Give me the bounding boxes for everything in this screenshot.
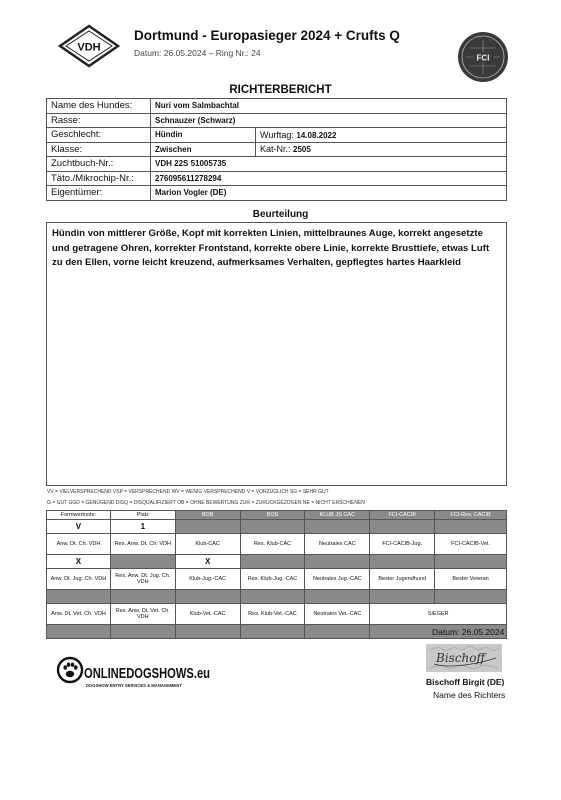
grid-cell-empty xyxy=(305,520,370,534)
grid-cell: Anw. Dt. Vet. Ch. VDH xyxy=(47,604,111,625)
ods-tagline: DOGSHOW ENTRY SERVICES & MANAGEMENT xyxy=(86,683,182,688)
birth-cell xyxy=(256,128,507,143)
birth-label: Wurftag: xyxy=(260,129,294,140)
header-bob: BOB xyxy=(175,511,240,520)
legend-line-1: VV = VIELVERSPRECHEND VSP = VERSPRECHEND WV = WENIG VERSPRECHEND V = VORZÜGLICH SG = SEHR GUT xyxy=(47,489,329,495)
grid-cell-empty xyxy=(305,590,370,604)
event-title: Dortmund - Europasieger 2024 + Crufts Q xyxy=(134,28,400,43)
judge-label: Name des Richters xyxy=(433,690,506,700)
grid-cell: Res. Anw. Dt. Jug. Ch. VDH xyxy=(110,569,175,590)
table-row xyxy=(47,186,507,201)
formwert-value: V xyxy=(47,520,111,534)
grid-mark: X xyxy=(175,555,240,569)
award-grid xyxy=(46,510,507,639)
breed-label: Rasse: xyxy=(47,113,151,128)
signature-text: Bischoff xyxy=(436,651,485,665)
grid-cell-empty xyxy=(370,555,435,569)
header-formwert: Formwertnote: xyxy=(47,511,111,520)
grid-cell: Anw. Dt. Ch. VDH xyxy=(47,534,111,555)
class-label: Klasse: xyxy=(47,142,151,157)
birth-date: 14.08.2022 xyxy=(296,130,337,140)
grid-mark: X xyxy=(47,555,111,569)
grid-cell-empty xyxy=(47,590,111,604)
vdh-logo xyxy=(58,24,120,68)
platz-value: 1 xyxy=(110,520,175,534)
cat-cell xyxy=(256,142,507,157)
table-row xyxy=(47,520,507,534)
grid-cell-empty xyxy=(175,590,240,604)
signature-stamp xyxy=(426,644,502,672)
grid-cell-empty xyxy=(240,520,305,534)
dog-name: Nuri vom Salmbachtal xyxy=(151,99,507,114)
owner-label: Eigentümer: xyxy=(47,186,151,201)
grid-cell-empty xyxy=(110,590,175,604)
table-row xyxy=(47,128,507,143)
table-row xyxy=(47,171,507,186)
table-row xyxy=(47,99,507,114)
grid-cell: FCI-CACIB-Vet. xyxy=(435,534,507,555)
header-klub-js-cac: KLUB JS CAC xyxy=(305,511,370,520)
table-row xyxy=(47,157,507,172)
legend-line-2: G = GUT GGD = GENÜGEND DISQ = DISQUALIFIZIERT OB = OHNE BEWERTUNG ZUR = ZURÜCKGEZOGEN NE = NICHT ERSCHIENEN xyxy=(47,500,365,506)
vdh-logo-text: VDH xyxy=(77,41,101,54)
ods-logo-text: ONLINEDOGSHOWS.eu xyxy=(84,666,210,682)
cat-number: 2505 xyxy=(293,145,311,155)
table-row xyxy=(47,590,507,604)
name-label: Name des Hundes: xyxy=(47,99,151,114)
grid-cell-empty xyxy=(305,625,370,639)
grid-cell-empty xyxy=(110,555,175,569)
grid-cell: Klub-Vet.-CAC xyxy=(175,604,240,625)
grid-cell: Klub-CAC xyxy=(175,534,240,555)
event-subtitle: Datum: 26.05.2024 – Ring Nr.: 24 xyxy=(134,48,261,58)
sex-label: Geschlecht: xyxy=(47,128,151,143)
assessment-heading: Beurteilung xyxy=(252,209,309,220)
owner-name: Marion Vogler (DE) xyxy=(151,186,507,201)
grid-cell-empty xyxy=(370,590,435,604)
grid-cell: Neutrales Jug.-CAC xyxy=(305,569,370,590)
table-row xyxy=(47,113,507,128)
grid-cell-empty xyxy=(240,555,305,569)
chip-label: Täto./Mikrochip-Nr.: xyxy=(47,171,151,186)
fci-logo xyxy=(457,31,509,83)
grid-cell: Res. Klub-Jug.-CAC xyxy=(240,569,305,590)
grid-cell: Res. Anw. Dt. Vet. Ch. VDH xyxy=(110,604,175,625)
grid-cell-empty xyxy=(370,520,435,534)
header-fci-cacib: FCI-CACIB xyxy=(370,511,435,520)
stud-label: Zuchtbuch-Nr.: xyxy=(47,157,151,172)
chip-number: 276095611278294 xyxy=(151,171,507,186)
grid-cell-empty xyxy=(435,520,507,534)
grid-cell-empty xyxy=(110,625,175,639)
report-date: Datum: 26.05.2024 xyxy=(432,627,505,637)
grid-cell: Res. Anw. Dt. Ch. VDH xyxy=(110,534,175,555)
table-row xyxy=(47,555,507,569)
grid-cell-empty xyxy=(175,625,240,639)
grid-cell-empty xyxy=(305,555,370,569)
assessment-text: Hündin von mittlerer Größe, Kopf mit korrekten Linien, mittelbraunes Auge, korrekt angesetzte und getragene Ohren, korrekter Frontstand, korrekte obere Linie, korrekte Brusttiefe, etwas Luft zu den Ellen, vorne leicht kreuzend, aufmerksames Verhalten, gepflegtes hartes Haarkleid xyxy=(52,228,490,268)
grid-cell: Neutrales Vet.-CAC xyxy=(305,604,370,625)
table-row xyxy=(47,534,507,555)
table-row xyxy=(47,511,507,520)
grid-cell-empty xyxy=(240,625,305,639)
grid-cell: Bester Veteran xyxy=(435,569,507,590)
judge-name: Bischoff Birgit (DE) xyxy=(426,677,505,687)
grid-cell: Anw. Dt. Jug. Ch. VDH xyxy=(47,569,111,590)
fci-logo-text: FCI xyxy=(476,53,490,63)
grid-cell: Neutrales CAC xyxy=(305,534,370,555)
onlinedogshows-logo xyxy=(56,654,216,690)
grid-cell-empty xyxy=(175,520,240,534)
dog-sex: Hündin xyxy=(151,128,256,143)
report-title: RICHTERBERICHT xyxy=(229,84,332,96)
grid-cell-empty xyxy=(240,590,305,604)
grid-cell: Res. Klub-CAC xyxy=(240,534,305,555)
grid-cell-empty xyxy=(435,555,507,569)
grid-cell-empty xyxy=(47,625,111,639)
header-platz: Platz xyxy=(110,511,175,520)
dog-breed: Schnauzer (Schwarz) xyxy=(151,113,507,128)
dog-class: Zwischen xyxy=(151,142,256,157)
grid-cell: Res. Klub-Vet.-CAC xyxy=(240,604,305,625)
grid-cell: Klub-Jug.-CAC xyxy=(175,569,240,590)
table-row xyxy=(47,569,507,590)
cat-label: Kat-Nr.: xyxy=(260,144,291,155)
header-fci-res-cacib: FCI-Res. CACIB xyxy=(435,511,507,520)
table-row xyxy=(47,604,507,625)
grid-cell-empty xyxy=(435,590,507,604)
grid-cell: FCI-CACIB-Jug. xyxy=(370,534,435,555)
table-row xyxy=(47,142,507,157)
dog-info-table xyxy=(46,98,507,201)
grid-cell: Bester Jugendhund xyxy=(370,569,435,590)
sieger-cell: SIEGER xyxy=(370,604,507,625)
stud-number: VDH 22S 51005735 xyxy=(151,157,507,172)
header-bos: BOS xyxy=(240,511,305,520)
